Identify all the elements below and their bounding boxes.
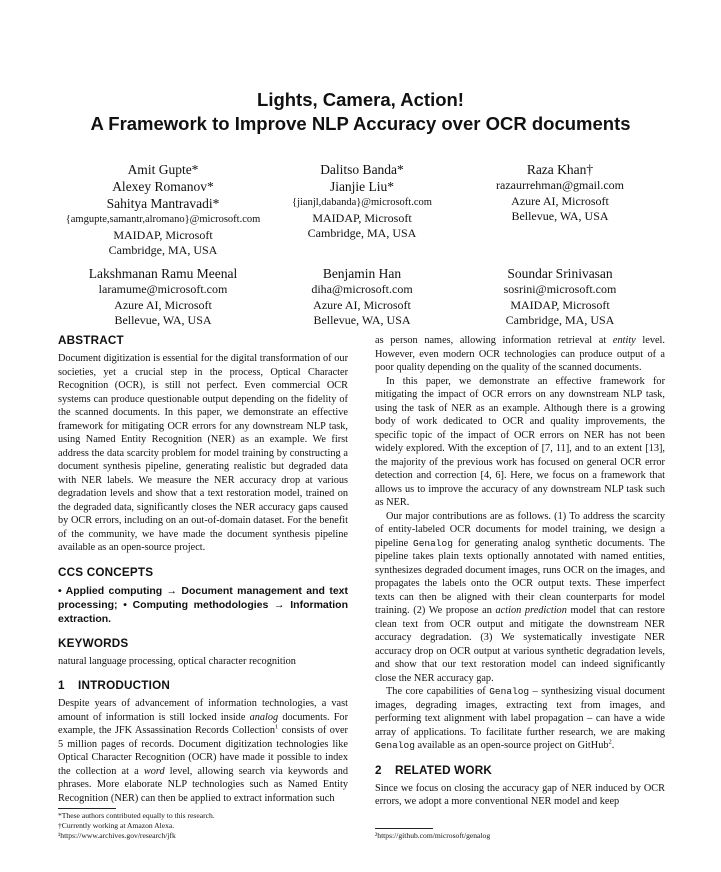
author-email: laramume@microsoft.com: [98, 282, 228, 296]
author-affiliation: Azure AI, Microsoft: [511, 193, 609, 208]
intro-continuation: as person names, allowing information retrieval at entity level. However, even modern OCR technologies can produce output of a poor quality depending on the quality of the scanned documents.: [375, 335, 665, 373]
intro-paragraph-2: In this paper, we demonstrate an effective framework for mitigating the impact of OCR errors on any downstream NLP task, using the task of NER as an example. Although there is a growing body of work dedicated to OCR and quality improvements, the specific topic of the impact of OCR errors on NER has not been widely explored. With the exception of [7, 11], and to an extent [13], the majority of the previous work has focused on general OCR error detection and correction [4, 6]. Here, we focus on a framework that allows us to improve the accuracy of any downstream NLP task such as NER.: [375, 375, 665, 508]
author-name: Soundar Srinivasan: [507, 266, 613, 281]
footnote: ²https://github.com/microsoft/genalog: [375, 831, 491, 840]
author-affiliation: MAIDAP, Microsoft: [510, 297, 610, 312]
footnote: ¹https://www.archives.gov/research/jfk: [58, 831, 176, 840]
footnote: *These authors contributed equally to this research.: [58, 811, 215, 820]
author-block-1: [58, 161, 268, 259]
related-work-text: Since we focus on closing the accuracy gap of NER induced by OCR errors, we adopt a more conventional NER model and keep: [375, 782, 665, 807]
footnote-ref: 1: [275, 723, 279, 731]
author-name: Raza Khan†: [526, 162, 594, 177]
author-block-5: [262, 265, 462, 329]
footnote-divider: [375, 828, 433, 829]
author-block-2: [262, 161, 462, 242]
section-title: RELATED WORK: [395, 763, 492, 777]
paper-title: [0, 88, 721, 136]
related-work-heading: [375, 764, 665, 778]
author-affiliation: Azure AI, Microsoft: [313, 297, 411, 312]
author-email: diha@microsoft.com: [311, 282, 413, 296]
section-number: 1: [58, 679, 65, 692]
left-footnotes: [58, 811, 348, 841]
author-block-6: [460, 265, 660, 329]
author-affiliation: MAIDAP, Microsoft: [113, 227, 213, 242]
capabilities-paragraph: The core capabilities of Genalog – synthesizing visual document images, degrading images, extracting text from images, and performing text alignment with label propagation – can have a wide array of applications. To facilitate further research, we are making Genalog available as an open-source project on GitHub$^2$.: [375, 686, 665, 751]
keywords-heading: KEYWORDS: [58, 636, 129, 650]
author-affiliation: MAIDAP, Microsoft: [312, 210, 412, 225]
author-affiliation: Azure AI, Microsoft: [114, 297, 212, 312]
keywords-text: natural language processing, optical character recognition: [58, 655, 296, 667]
ccs-text: • Applied computing → Document management and text processing; • Computing methodologies → Information extraction.: [58, 584, 348, 625]
author-location: Bellevue, WA, USA: [313, 313, 411, 327]
abstract-text: Document digitization is essential for the digital transformation of our societies, yet a crucial step in the process, Optical Character Recognition (OCR), is still not perfect. Even commercial OCR systems can produce questionable output depending on the fidelity of the scanned documents. In this paper, we demonstrate an effective framework for mitigating OCR errors for any downstream NLP task, using Named Entity Recognition (NER) as an example. We first address the data scarcity problem for model training by constructing a document synthesis pipeline, generating realistic but degraded data with NER labels. We measure the NER accuracy drop at various degradation levels and show that a text restoration model, trained on the degraded data, significantly closes the NER accuracy gaps caused by OCR errors, including on an out-of-domain dataset. For the benefit of the community, we have made the document synthesis pipeline available as an open-source project.: [58, 353, 348, 553]
author-name: Dalitso Banda*: [320, 162, 404, 177]
author-email: {jianjl,dabanda}@microsoft.com: [292, 197, 432, 208]
author-name: Jianjie Liu*: [329, 179, 395, 194]
author-location: Cambridge, MA, USA: [108, 243, 218, 257]
author-name: Amit Gupte*: [127, 162, 199, 177]
author-block-3: [460, 161, 660, 225]
author-location: Bellevue, WA, USA: [114, 313, 212, 327]
author-name: Benjamin Han: [322, 266, 402, 281]
ccs-heading: CCS CONCEPTS: [58, 565, 154, 579]
author-name: Lakshmanan Ramu Meenal: [88, 266, 238, 281]
right-footnote: [375, 831, 665, 841]
author-location: Cambridge, MA, USA: [307, 226, 417, 240]
left-column: [58, 334, 348, 805]
right-column: [375, 334, 665, 809]
author-email: sosrini@microsoft.com: [503, 282, 617, 296]
abstract-heading: ABSTRACT: [58, 334, 124, 347]
author-location: Bellevue, WA, USA: [511, 209, 609, 223]
title-line-1: Lights, Camera, Action!: [257, 89, 464, 110]
author-email: razaurrehman@gmail.com: [496, 178, 624, 192]
genalog-code: Genalog: [375, 740, 415, 751]
intro-paragraph: Despite years of advancement of information technologies, a vast amount of information is still locked inside analog documents. For example, the JFK Assassination Records Collection$^1$ consists of over 5 million pages of records. Document digitization technologies like Optical Character Recognition (OCR) have made it possible to index the collection at a word level, allowing search via keywords and phrases. More elaborate NLP technologies such as Named Entity Recognition (NER) can then be applied to extract information such: [58, 698, 348, 804]
author-email: {amgupte,samantr,alromano}@microsoft.com: [65, 214, 261, 225]
footnote: †Currently working at Amazon Alexa.: [58, 821, 175, 830]
section-title: INTRODUCTION: [78, 679, 170, 692]
contributions-paragraph: Our major contributions are as follows. (1) To address the scarcity of entity-labeled OCR documents for model training, we design a pipeline Genalog for generating analog synthetic documents. The pipeline takes plain texts optionally annotated with named entities, synthesizes degraded document images, runs OCR on the images, and propagates the labels onto the OCR output texts. These imperfect texts can then be aligned with their clean counterparts for model training. (2) We propose an action prediction model that can restore clean text from OCR output and mitigate the downstream NER accuracy degradation. (3) We systematically investigate NER accuracy drop on OCR output at various synthetic degradation levels, and show that our text restoration model can indeed significantly close the NER accuracy gap.: [375, 510, 665, 684]
genalog-code: Genalog: [489, 686, 530, 697]
section-number: 2: [375, 763, 382, 777]
author-name: Alexey Romanov*: [112, 179, 214, 194]
genalog-code: Genalog: [413, 537, 453, 549]
title-line-2: A Framework to Improve NLP Accuracy over OCR documents: [90, 113, 631, 134]
author-block-4: [58, 265, 268, 329]
footnote-divider: [58, 808, 116, 809]
author-name: Sahitya Mantravadi*: [106, 196, 220, 211]
author-location: Cambridge, MA, USA: [505, 313, 615, 327]
intro-heading: [58, 679, 348, 693]
footnote-ref: 2: [608, 738, 612, 746]
